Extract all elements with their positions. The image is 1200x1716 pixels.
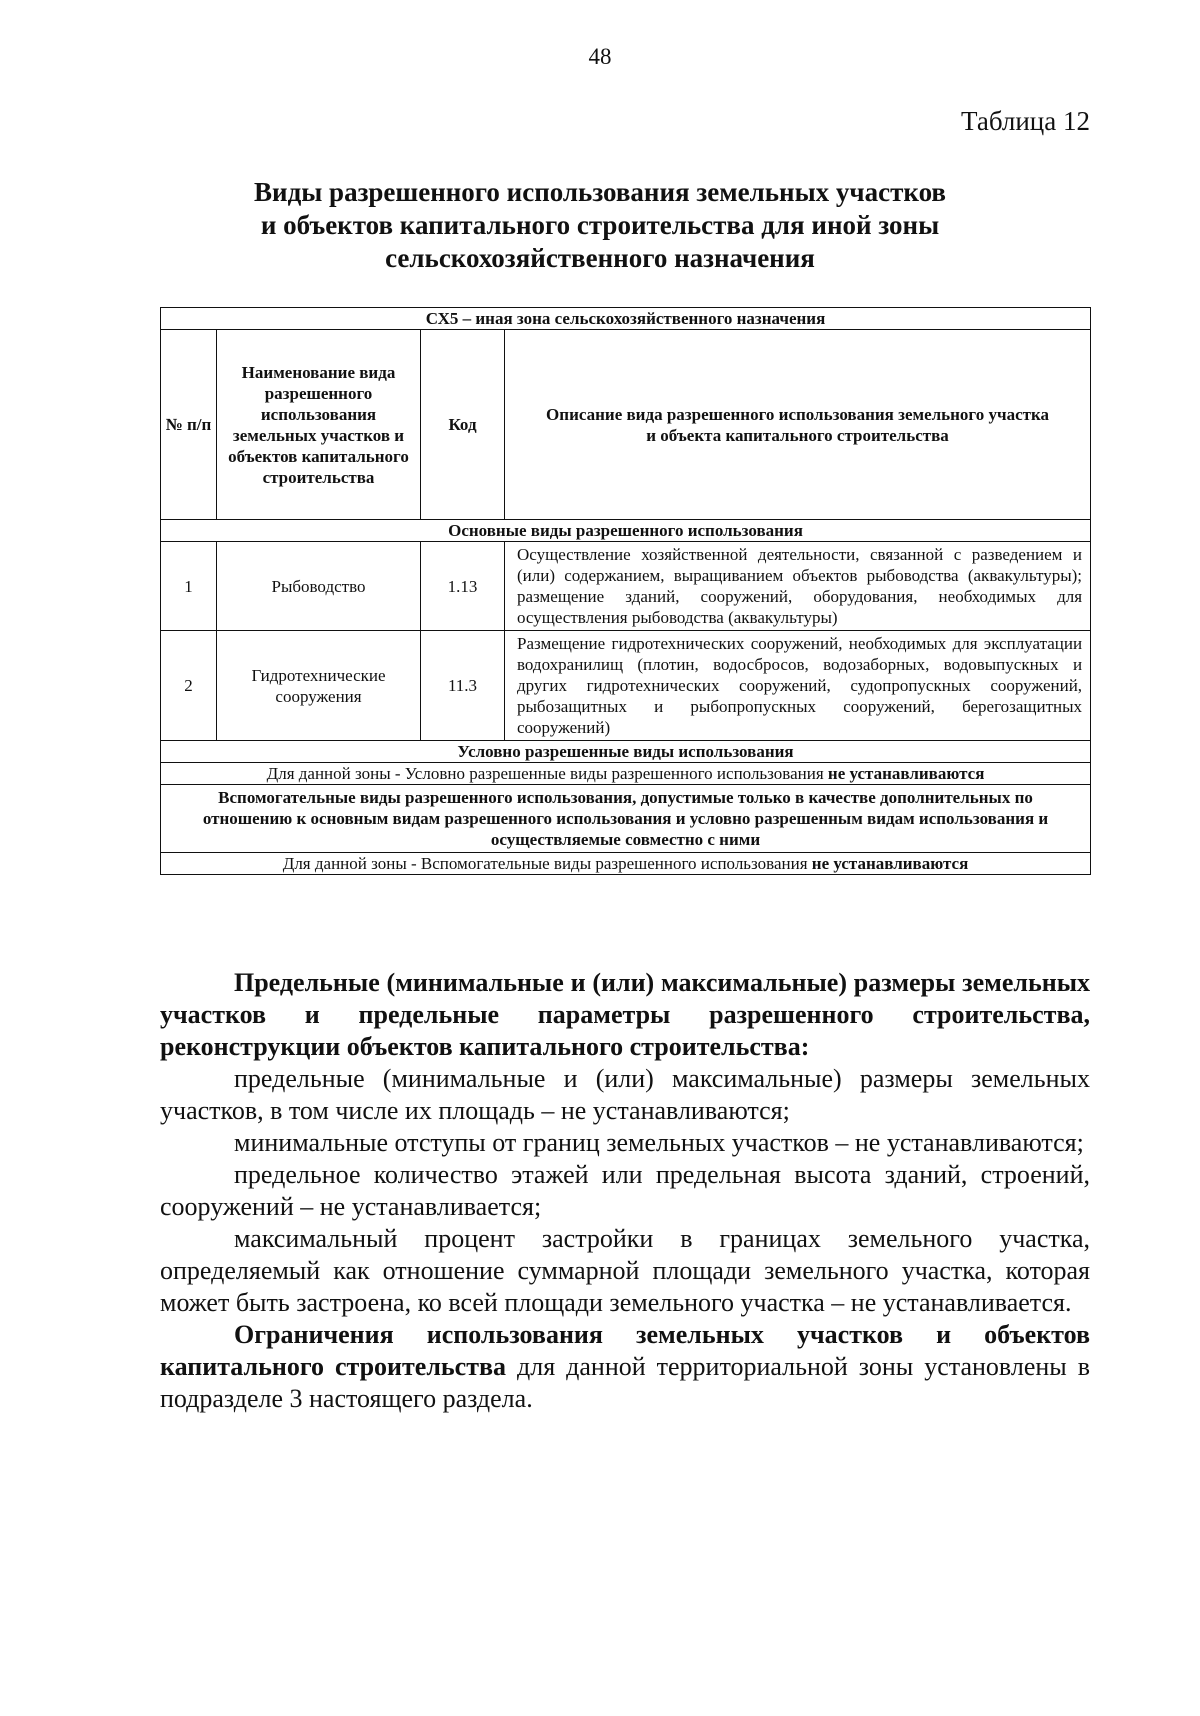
column-header-description: Описание вида разрешенного использования земельного участка и объекта капитального строительства bbox=[505, 330, 1091, 520]
conditional-section-heading: Условно разрешенные виды использования bbox=[161, 741, 1091, 763]
row-name: Гидротехнические сооружения bbox=[217, 631, 421, 741]
column-header-row bbox=[161, 330, 1091, 520]
section-row bbox=[161, 741, 1091, 763]
paragraph-restrictions bbox=[160, 1319, 1090, 1415]
table-label: Таблица 12 bbox=[961, 106, 1090, 136]
main-section-heading: Основные виды разрешенного использования bbox=[161, 520, 1091, 542]
title-line-2: и объектов капитального строительства для иной зоны bbox=[260, 210, 940, 240]
auxiliary-note-suffix: не устанавливаются bbox=[811, 854, 969, 873]
conditional-note-prefix: Для данной зоны - Условно разрешенные виды разрешенного использования bbox=[266, 764, 824, 783]
zone-header-row bbox=[161, 308, 1091, 330]
title-line-1: Виды разрешенного использования земельных участков bbox=[254, 177, 946, 207]
row-description: Осуществление хозяйственной деятельности, связанной с разведением и (или) содержанием, выращиванием объектов рыбоводства (аквакультуры); размещение зданий, сооружений, оборудования, необходимых для осуществления рыбоводства (аквакультуры) bbox=[505, 542, 1091, 631]
zone-header: СХ5 – иная зона сельскохозяйственного назначения bbox=[161, 308, 1091, 330]
section-row bbox=[161, 785, 1091, 853]
auxiliary-note bbox=[161, 853, 1091, 875]
row-number: 1 bbox=[161, 542, 217, 631]
section-row bbox=[161, 520, 1091, 542]
auxiliary-note-prefix: Для данной зоны - Вспомогательные виды разрешенного использования bbox=[282, 854, 808, 873]
restrictions-rest: для данной территориальной зоны установлены в подразделе 3 настоящего раздела. bbox=[160, 1352, 1090, 1413]
row-code: 1.13 bbox=[421, 542, 505, 631]
restrictions-bold: Ограничения использования земельных участков и объектов капитального строительства bbox=[160, 1320, 1090, 1381]
title-line-3: сельскохозяйственного назначения bbox=[385, 243, 815, 273]
document-title bbox=[0, 176, 1200, 275]
row-name: Рыбоводство bbox=[217, 542, 421, 631]
row-code: 11.3 bbox=[421, 631, 505, 741]
column-header-code: Код bbox=[421, 330, 505, 520]
limits-heading: Предельные (минимальные и (или) максимальные) размеры земельных участков и предельные параметры разрешенного строительства, реконструкции объектов капитального строительства: bbox=[160, 968, 1090, 1061]
paragraph-coverage: максимальный процент застройки в границах земельного участка, определяемый как отношение суммарной площади земельного участка, которая может быть застроена, ко всей площади земельного участка – не устанавливается. bbox=[160, 1224, 1090, 1317]
column-header-number: № п/п bbox=[161, 330, 217, 520]
row-description: Размещение гидротехнических сооружений, необходимых для эксплуатации водохранилищ (плотин, водосбросов, водозаборных, водовыпускных и других гидротехнических сооружений, судопропускных сооружений, рыбозащитных и рыбопропускных сооружений, берегозащитных сооружений) bbox=[505, 631, 1091, 741]
paragraph-floors: предельное количество этажей или предельная высота зданий, строений, сооружений – не устанавливается; bbox=[160, 1160, 1090, 1221]
row-number: 2 bbox=[161, 631, 217, 741]
zone-table bbox=[160, 307, 1091, 875]
auxiliary-section-heading: Вспомогательные виды разрешенного использования, допустимые только в качестве дополнительных по отношению к основным видам разрешенного использования и условно разрешенным видам использования и осуществляемые совместно с ними bbox=[161, 785, 1091, 853]
table-row bbox=[161, 542, 1091, 631]
table-row bbox=[161, 631, 1091, 741]
column-header-name: Наименование вида разрешенного использования земельных участков и объектов капитального строительства bbox=[217, 330, 421, 520]
note-row bbox=[161, 763, 1091, 785]
note-row bbox=[161, 853, 1091, 875]
paragraph-plot-sizes: предельные (минимальные и (или) максимальные) размеры земельных участков, в том числе их площадь – не устанавливаются; bbox=[160, 1064, 1090, 1125]
body-text bbox=[160, 967, 1090, 1415]
paragraph-setbacks: минимальные отступы от границ земельных участков – не устанавливаются; bbox=[234, 1128, 1084, 1157]
conditional-note-suffix: не устанавливаются bbox=[827, 764, 985, 783]
page-number: 48 bbox=[588, 44, 612, 69]
conditional-note bbox=[161, 763, 1091, 785]
